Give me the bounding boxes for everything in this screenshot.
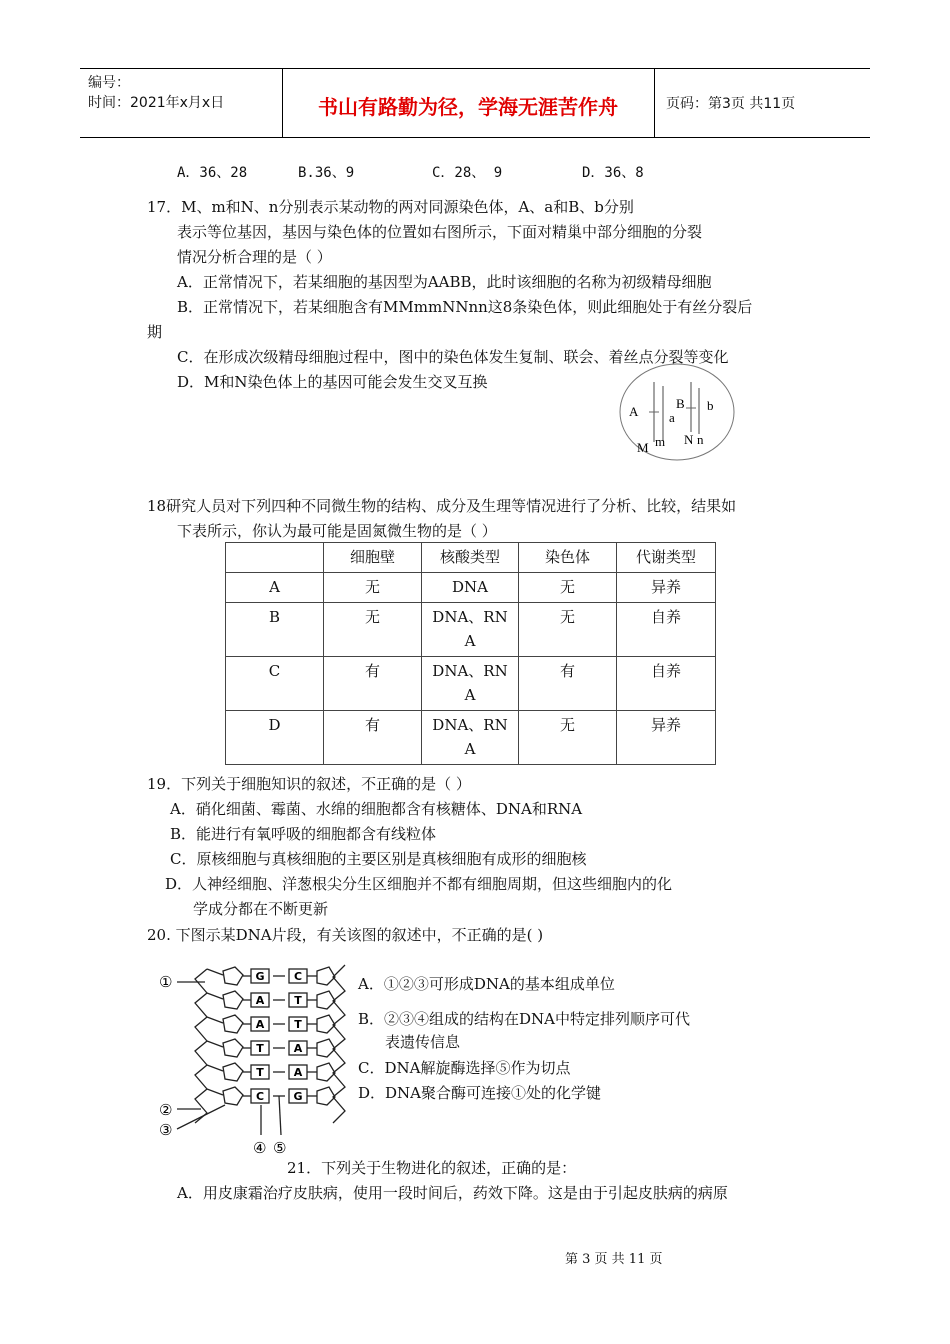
q19-stem: 19．下列关于细胞知识的叙述，不正确的是（ ）	[147, 775, 471, 793]
gene-label-B: B	[676, 396, 685, 411]
header-divider	[654, 69, 655, 137]
base-right-6: G	[293, 1090, 303, 1103]
q17-stem-line1: 17．M、m和N、n分别表示某动物的两对同源染色体，A、a和B、b分别	[147, 198, 634, 216]
table-cell: 异养	[617, 573, 716, 603]
header-page-label: 页码：第3页 共11页	[666, 96, 796, 112]
gene-label-A: A	[629, 404, 639, 419]
base-left-6: C	[255, 1090, 265, 1103]
dna-label-4: ④	[253, 1139, 267, 1157]
microbe-comparison-table	[225, 542, 716, 765]
chromosome-label-M: M	[637, 440, 649, 455]
table-header-cell: 细胞壁	[324, 543, 422, 573]
table-cell: 有	[324, 711, 422, 765]
table-row	[226, 657, 716, 711]
q16-option-c: C．28、 9	[432, 165, 503, 181]
table-cell: 有	[519, 657, 617, 711]
table-cell: C	[226, 657, 324, 711]
gene-label-b: b	[707, 398, 714, 413]
table-cell: DNA	[422, 573, 519, 603]
q20-option-b: B．②③④组成的结构在DNA中特定排列顺序可代	[358, 1010, 691, 1028]
table-row	[226, 711, 716, 765]
base-left-1: G	[255, 970, 265, 983]
nucleic-acid-line: DNA、RN	[432, 662, 508, 680]
table-header-row	[226, 543, 716, 573]
page-header	[80, 68, 870, 138]
q20-option-a: A．①②③可形成DNA的基本组成单位	[358, 975, 615, 993]
q16-option-b: B.36、9	[298, 165, 355, 181]
table-header-cell: 染色体	[519, 543, 617, 573]
q16-option-d: D．36、8	[582, 165, 644, 181]
q17-option-b-cont: 期	[147, 323, 163, 341]
table-cell: 无	[324, 573, 422, 603]
table-cell: 无	[519, 603, 617, 657]
chromosome-label-m: m	[655, 434, 666, 449]
q20-option-b-cont: 表遗传信息	[385, 1033, 461, 1051]
table-row	[226, 603, 716, 657]
q19-option-c: C．原核细胞与真核细胞的主要区别是真核细胞有成形的细胞核	[170, 850, 587, 868]
nucleic-acid-line: A	[464, 686, 476, 704]
table-cell: 有	[324, 657, 422, 711]
nucleic-acid-line: A	[464, 632, 476, 650]
table-cell: 无	[324, 603, 422, 657]
header-motto: 书山有路勤为径，学海无涯苦作舟	[318, 95, 618, 119]
q21-option-a: A．用皮康霜治疗皮肤病，使用一段时间后，药效下降。这是由于引起皮肤病的病原	[177, 1184, 728, 1202]
table-cell	[422, 711, 519, 765]
nucleic-acid-line: DNA、RN	[432, 716, 508, 734]
dna-fragment-diagram	[155, 955, 370, 1160]
gene-label-a: a	[669, 410, 675, 425]
table-cell: 无	[519, 711, 617, 765]
q20-option-c: C．DNA解旋酶选择⑤作为切点	[358, 1059, 571, 1077]
chromosome-label-N: N	[684, 432, 694, 447]
q18-stem-line1: 18研究人员对下列四种不同微生物的结构、成分及生理等情况进行了分析、比较，结果如	[147, 497, 737, 515]
base-right-2: T	[294, 994, 302, 1007]
base-left-2: A	[255, 994, 265, 1007]
dna-label-3: ③	[159, 1121, 173, 1139]
q17-stem-line3: 情况分析合理的是（ ）	[177, 248, 332, 266]
table-cell: 无	[519, 573, 617, 603]
q17-option-c: C．在形成次级精母细胞过程中，图中的染色体发生复制、联会、着丝点分裂等变化	[177, 348, 729, 366]
dna-label-2: ②	[159, 1101, 173, 1119]
table-cell: 自养	[617, 657, 716, 711]
q20-option-d: D．DNA聚合酶可连接①处的化学键	[358, 1084, 602, 1102]
table-header-cell	[226, 543, 324, 573]
time-label: 时间：2021年x月x日	[88, 95, 225, 111]
base-right-1: C	[293, 970, 303, 983]
nucleic-acid-line: DNA、RN	[432, 608, 508, 626]
dna-label-5: ⑤	[273, 1139, 287, 1157]
q16-option-a: A．36、28	[177, 165, 248, 181]
table-cell: D	[226, 711, 324, 765]
q17-option-a: A．正常情况下，若某细胞的基因型为AABB，此时该细胞的名称为初级精母细胞	[177, 273, 712, 291]
base-right-4: A	[293, 1042, 303, 1055]
table-cell: B	[226, 603, 324, 657]
chromosome-label-n: n	[697, 432, 704, 447]
table-cell: 自养	[617, 603, 716, 657]
base-left-5: T	[256, 1066, 264, 1079]
number-label: 编号：	[88, 75, 130, 91]
nucleic-acid-line: A	[464, 740, 476, 758]
table-cell: A	[226, 573, 324, 603]
chromosome-cell-diagram	[615, 360, 740, 465]
base-right-5: A	[293, 1066, 303, 1079]
header-left	[88, 73, 224, 113]
base-left-4: T	[256, 1042, 264, 1055]
base-left-3: A	[255, 1018, 265, 1031]
q17-option-b: B．正常情况下，若某细胞含有MMmmNNnn这8条染色体，则此细胞处于有丝分裂后	[177, 298, 753, 316]
q20-stem: 20. 下图示某DNA片段，有关该图的叙述中，不正确的是( )	[147, 926, 544, 944]
q19-option-a: A．硝化细菌、霉菌、水绵的细胞都含有核糖体、DNA和RNA	[170, 800, 583, 818]
table-header-cell: 代谢类型	[617, 543, 716, 573]
q19-option-d-cont: 学成分都在不断更新	[193, 900, 329, 918]
q17-option-d: D．M和N染色体上的基因可能会发生交叉互换	[177, 373, 488, 391]
q17-stem-line2: 表示等位基因，基因与染色体的位置如右图所示，下面对精巢中部分细胞的分裂	[177, 223, 703, 241]
q19-option-d: D．人神经细胞、洋葱根尖分生区细胞并不都有细胞周期，但这些细胞内的化	[165, 875, 673, 893]
table-cell	[422, 603, 519, 657]
table-row	[226, 573, 716, 603]
q21-stem: 21．下列关于生物进化的叙述，正确的是：	[287, 1159, 577, 1177]
dna-label-1: ①	[159, 973, 173, 991]
q19-option-b: B．能进行有氧呼吸的细胞都含有线粒体	[170, 825, 437, 843]
base-right-3: T	[294, 1018, 302, 1031]
page-footer: 第 3 页 共 11 页	[565, 1252, 663, 1267]
table-header-cell: 核酸类型	[422, 543, 519, 573]
q18-stem-line2: 下表所示，你认为最可能是固氮微生物的是（ ）	[177, 522, 497, 540]
table-cell: 异养	[617, 711, 716, 765]
table-cell	[422, 657, 519, 711]
